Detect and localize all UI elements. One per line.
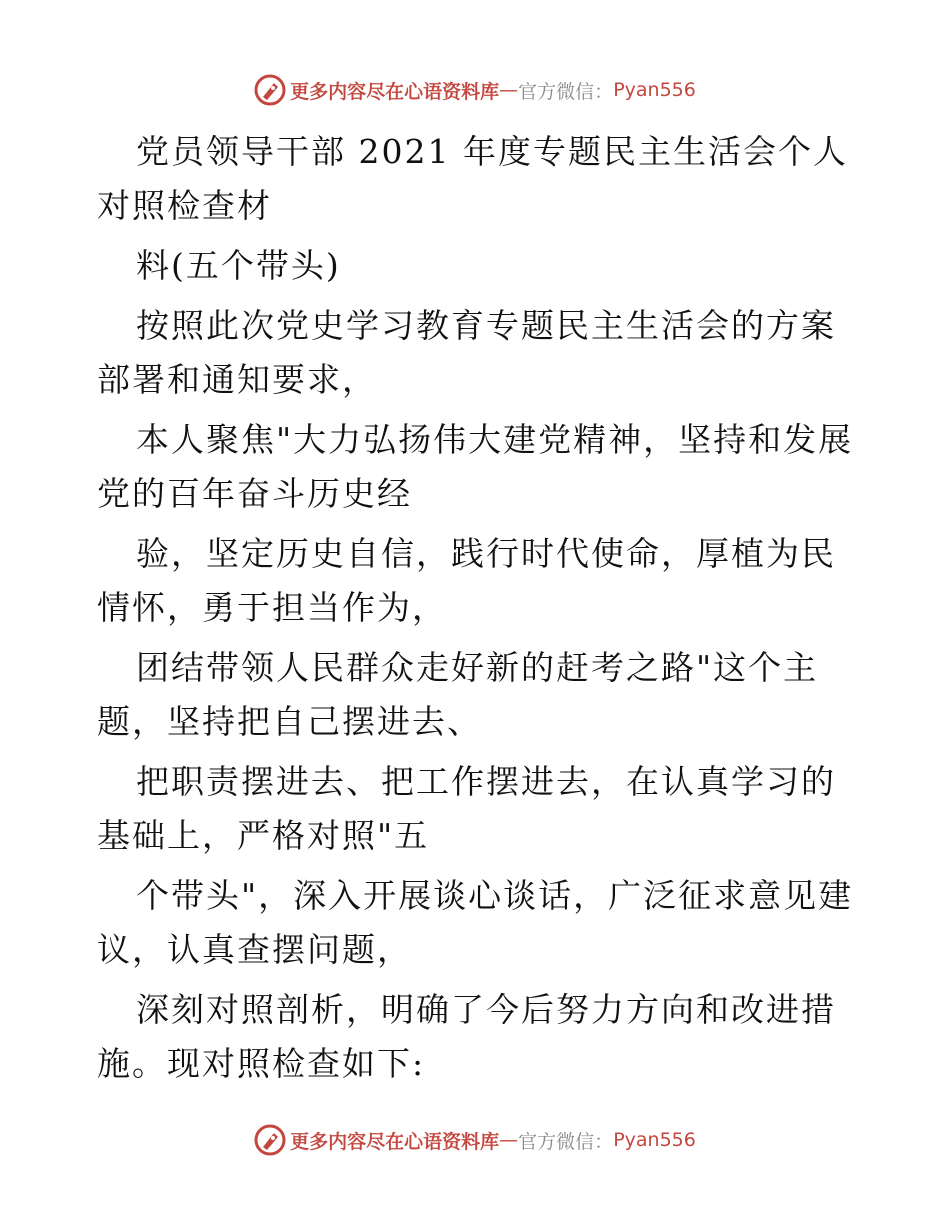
doc-paragraph: 验，坚定历史自信，践行时代使命，厚植为民情怀，勇于担当作为， [97, 534, 836, 627]
doc-paragraph: 把职责摆进去、把工作摆进去，在认真学习的基础上，严格对照"五 [97, 762, 836, 855]
doc-paragraph: 按照此次党史学习教育专题民主生活会的方案部署和通知要求， [97, 306, 836, 399]
banner-dash: — [499, 1129, 519, 1151]
doc-title-cont: 料(五个带头) [136, 246, 341, 285]
header-watermark-banner [0, 70, 950, 110]
doc-paragraph: 个带头"，深入开展谈心谈话，广泛征求意见建议，认真查摆问题， [97, 876, 854, 969]
doc-title-line: 党员领导干部 2021 年度专题民主生活会个人对照检查材 [97, 132, 848, 225]
banner-wechat-label: 官方微信： [518, 80, 614, 103]
banner-wechat-label: 官方微信： [518, 1130, 614, 1153]
footer-watermark-banner [0, 1120, 950, 1160]
banner-account: Pyan556 [613, 79, 696, 101]
doc-paragraph: 本人聚焦"大力弘扬伟大建党精神，坚持和发展党的百年奋斗历史经 [97, 420, 854, 513]
banner-brand-text: 更多内容尽在心语资料库 [290, 80, 500, 103]
document-body [97, 125, 867, 1097]
doc-paragraph: 深刻对照剖析，明确了今后努力方向和改进措施。现对照检查如下: [97, 990, 836, 1083]
banner-dash: — [499, 79, 519, 101]
doc-paragraph: 团结带领人民群众走好新的赶考之路"这个主题，坚持把自己摆进去、 [97, 648, 819, 741]
banner-account: Pyan556 [613, 1129, 696, 1151]
pen-nib-logo-icon [254, 1124, 286, 1156]
banner-brand-text: 更多内容尽在心语资料库 [290, 1130, 500, 1153]
pen-nib-logo-icon [254, 74, 286, 106]
